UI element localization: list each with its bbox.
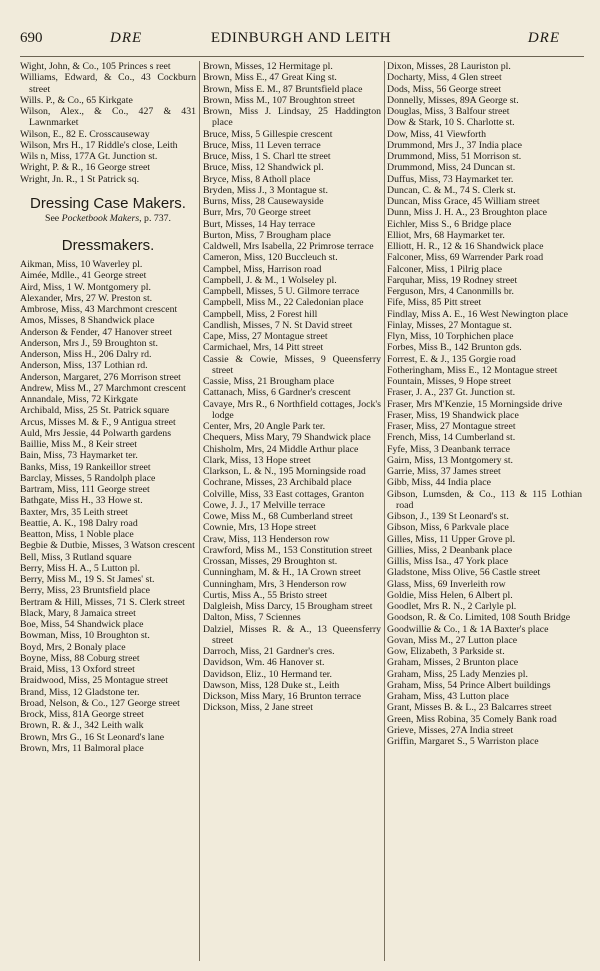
directory-entry: Forbes, Miss B., 142 Brunton gds.: [387, 342, 522, 354]
directory-entry: Beatton, Miss, 1 Noble place: [20, 529, 134, 540]
directory-entry: Falconer, Miss, 1 Pilrig place: [387, 263, 502, 275]
directory-entry: Bowman, Miss, 10 Broughton st.: [20, 630, 150, 642]
directory-entry: Aird, Miss, 1 W. Montgomery pl.: [20, 281, 151, 293]
directory-entry: Bain, Miss, 73 Haymarket ter.: [20, 450, 138, 462]
directory-entry: Fraser, Mrs M'Kenzie, 15 Morningside drive: [387, 398, 563, 410]
directory-entry: Anderson, Miss H., 206 Dalry rd.: [20, 349, 152, 360]
directory-entry: Cassie, Miss, 21 Brougham place: [203, 376, 335, 387]
directory-entry: Flyn, Miss, 10 Torphichen place: [387, 331, 514, 342]
directory-entry: Duncan, C. & M., 74 S. Clerk st.: [387, 184, 516, 196]
directory-entry: Wils n, Miss, 177A Gt. Junction st.: [20, 151, 158, 162]
directory-entry: Boyne, Miss, 88 Coburg street: [20, 652, 140, 664]
directory-entry: Brown, Miss J. Lindsay, 25 Haddington place: [203, 106, 381, 129]
directory-entry: Brand, Miss, 12 Gladstone ter.: [20, 686, 140, 698]
directory-entry: Burt, Misses, 14 Hay terrace: [203, 218, 316, 230]
directory-entry: Cassie & Cowie, Misses, 9 Queensferry street: [203, 353, 381, 376]
directory-entry: Burns, Miss, 28 Causewayside: [203, 196, 324, 207]
directory-entry: Cochrane, Misses, 23 Archibald place: [203, 477, 352, 489]
directory-entry: Bruce, Miss, 12 Shandwick pl.: [203, 162, 324, 174]
directory-entry: Cownie, Mrs, 13 Hope street: [203, 522, 317, 534]
directory-entry: Green, Miss Robina, 35 Comely Bank road: [387, 713, 557, 725]
directory-entry: Campbell, Miss M., 22 Caledonian place: [203, 297, 364, 309]
directory-entry: Braidwood, Miss, 25 Montague street: [20, 675, 169, 687]
directory-entry: Braid, Miss, 13 Oxford street: [20, 664, 135, 675]
directory-entry: Cattanach, Miss, 6 Gardner's crescent: [203, 387, 351, 399]
directory-entry: Berry, Miss H. A., 5 Lutton pl.: [20, 562, 140, 574]
directory-entry: Anderson & Fender, 47 Hanover street: [20, 326, 172, 338]
directory-entry: Baxter, Mrs, 35 Leith street: [20, 506, 128, 518]
directory-entry: Bathgate, Miss H., 33 Howe st.: [20, 495, 143, 507]
directory-entry: Black, Mary, 8 Jamaica street: [20, 607, 136, 619]
directory-entry: Aikman, Miss, 10 Waverley pl.: [20, 259, 143, 270]
directory-entry: Campbell, Misses, 5 U. Gilmore terrace: [203, 286, 360, 297]
directory-entry: Eichler, Miss S., 6 Bridge place: [387, 218, 512, 230]
directory-entry: Burr, Mrs, 70 George street: [203, 207, 311, 219]
column-divider: [384, 61, 385, 961]
directory-entry: Fraser, J. A., 237 Gt. Junction st.: [387, 387, 516, 399]
directory-entry: Berry, Miss, 23 Bruntsfield place: [20, 585, 150, 597]
directory-entry: Chequers, Miss Mary, 79 Shandwick place: [203, 432, 371, 444]
directory-entry: Gairn, Miss, 13 Montgomery st.: [387, 454, 513, 466]
directory-entry: Gillis, Miss Isa., 47 York place: [387, 556, 509, 567]
directory-entry: Dixon, Misses, 28 Lauriston pl.: [387, 61, 511, 72]
directory-entry: Gillies, Miss, 2 Deanbank place: [387, 544, 513, 556]
directory-entry: Archibald, Miss, 25 St. Patrick square: [20, 405, 170, 417]
directory-entry: Anderson, Mrs J., 59 Broughton st.: [20, 337, 158, 349]
column-1-dressmakers-list: [20, 259, 196, 754]
directory-entry: Amos, Misses, 8 Shandwick place: [20, 315, 155, 327]
directory-entry: Brock, Miss, 81A George street: [20, 709, 144, 720]
page-title: EDINBURGH AND LEITH: [210, 30, 392, 46]
directory-entry: Brown, Misses, 12 Hermitage pl.: [203, 61, 333, 72]
directory-entry: Forrest, E. & J., 135 Gorgie road: [387, 353, 516, 365]
directory-entry: Graham, Miss, 43 Lutton place: [387, 691, 509, 702]
directory-entry: Dalziel, Misses R. & A., 13 Queensferry street: [203, 623, 381, 646]
directory-entry: Wilson, Mrs H., 17 Riddle's close, Leith: [20, 139, 178, 151]
directory-entry: Elliot, Mrs, 68 Haymarket ter.: [387, 229, 505, 241]
directory-entry: Wills. P., & Co., 65 Kirkgate: [20, 94, 133, 106]
directory-entry: Boe, Miss, 54 Shandwick place: [20, 619, 144, 630]
left-guide-word: DRE: [110, 30, 143, 46]
directory-entry: Banks, Miss, 19 Rankeillor street: [20, 461, 151, 473]
page-header: [20, 30, 582, 52]
directory-entry: Finlay, Misses, 27 Montague st.: [387, 319, 512, 331]
directory-entry: Cowe, J. J., 17 Melville terrace: [203, 499, 326, 511]
directory-entry: Clarkson, L. & N., 195 Morningside road: [203, 466, 366, 477]
header-rule: [20, 56, 584, 57]
directory-entry: Gibson, Miss, 6 Parkvale place: [387, 522, 509, 534]
note-suffix: , p. 737.: [139, 212, 171, 224]
directory-entry: Davidson, Wm. 46 Hanover st.: [203, 657, 325, 669]
directory-entry: Dickson, Miss Mary, 16 Brunton terrace: [203, 691, 361, 702]
directory-entry: Ambrose, Miss, 43 Marchmont crescent: [20, 304, 178, 315]
directory-entry: Aimée, Mdlle., 41 George street: [20, 270, 147, 282]
directory-entry: Goldie, Miss Helen, 6 Albert pl.: [387, 589, 513, 601]
directory-entry: Gibson, Lumsden, & Co., 113 & 115 Lothian road: [387, 488, 582, 511]
directory-entry: Arcus, Misses M. & F., 9 Antigua street: [20, 416, 176, 428]
directory-entry: Farquhar, Miss, 19 Rodney street: [387, 274, 518, 286]
directory-entry: Goodwillie & Co., 1 & 1A Baxter's place: [387, 623, 549, 635]
dressing-case-note: [20, 213, 196, 224]
directory-entry: Cameron, Miss, 120 Buccleuch st.: [203, 252, 338, 264]
dressing-case-heading: Dressing Case Makers.: [30, 194, 186, 212]
directory-entry: Elliott, H. R., 12 & 16 Shandwick place: [387, 241, 544, 252]
directory-entry: Drummond, Miss, 24 Duncan st.: [387, 162, 516, 174]
directory-entry: Fyfe, Miss, 3 Deanbank terrace: [387, 443, 510, 455]
directory-entry: Drummond, Miss, 51 Morrison st.: [387, 151, 522, 162]
section-gap: [20, 185, 196, 194]
page-number: 690: [20, 30, 43, 46]
directory-entry: Colville, Miss, 33 East cottages, Granton: [203, 488, 365, 500]
directory-entry: Fotheringham, Miss E., 12 Montague street: [387, 364, 558, 376]
directory-entry: Annandale, Miss, 72 Kirkgate: [20, 394, 138, 405]
directory-entry: Brown, Miss E., 47 Great King st.: [203, 72, 337, 84]
directory-entry: Ferguson, Mrs, 4 Canonmills br.: [387, 286, 514, 297]
directory-entry: Wilson, Alex., & Co., 427 & 431 Lawnmarket: [20, 106, 196, 129]
directory-entry: Brown, R. & J., 342 Leith walk: [20, 720, 144, 732]
directory-entry: Cavaye, Mrs R., 6 Northfield cottages, Jock's lodge: [203, 398, 381, 421]
directory-entry: Chisholm, Mrs, 24 Middle Arthur place: [203, 443, 359, 455]
directory-entry: Goodlet, Mrs R. N., 2 Carlyle pl.: [387, 601, 517, 612]
directory-entry: Duffus, Miss, 73 Haymarket ter.: [387, 173, 514, 185]
directory-entry: Dalton, Miss, 7 Sciennes: [203, 612, 301, 624]
directory-entry: Anderson, Margaret, 276 Morrison street: [20, 371, 181, 383]
directory-entry: Wright, P. & R., 16 George street: [20, 162, 151, 174]
directory-entry: Brown, Mrs, 11 Balmoral place: [20, 742, 144, 754]
directory-entry: Candlish, Misses, 7 N. St David street: [203, 319, 353, 331]
directory-entry: Griffin, Margaret S., 5 Warriston place: [387, 736, 539, 747]
directory-entry: Findlay, Miss A. E., 16 West Newington place: [387, 308, 568, 320]
directory-entry: Graham, Miss, 54 Prince Albert buildings: [387, 679, 551, 691]
directory-entry: Brown, Mrs G., 16 St Leonard's lane: [20, 731, 165, 743]
directory-entry: Bartram, Miss, 111 George street: [20, 484, 150, 495]
directory-entry: Grant, Misses B. & L., 23 Balcarres street: [387, 702, 552, 714]
directory-entry: Fife, Miss, 85 Pitt street: [387, 297, 482, 309]
directory-entry: Boyd, Mrs, 2 Bonaly place: [20, 641, 126, 653]
note-prefix: See: [45, 212, 62, 224]
directory-entry: Graham, Misses, 2 Brunton place: [387, 657, 519, 669]
directory-entry: Cape, Miss, 27 Montague street: [203, 331, 328, 342]
directory-entry: Bruce, Miss, 11 Leven terrace: [203, 139, 321, 151]
directory-entry: Anderson, Miss, 137 Lothian rd.: [20, 360, 148, 372]
directory-entry: Barclay, Misses, 5 Randolph place: [20, 472, 156, 484]
directory-entry: Drummond, Mrs J., 37 India place: [387, 139, 522, 151]
directory-entry: Govan, Miss M., 27 Lutton place: [387, 634, 518, 646]
directory-entry: Dow & Stark, 10 S. Charlotte st.: [387, 117, 515, 129]
directory-entry: Crawford, Miss M., 153 Constitution street: [203, 544, 373, 556]
directory-entry: Wright, Jn. R., 1 St Patrick sq.: [20, 173, 140, 185]
directory-entry: Campbell, J. & M., 1 Wolseley pl.: [203, 274, 337, 286]
directory-entry: Bruce, Miss, 1 S. Charl tte street: [203, 151, 331, 162]
directory-entry: Berry, Miss M., 19 S. St James' st.: [20, 574, 155, 585]
directory-entry: Bryden, Miss J., 3 Montague st.: [203, 184, 328, 196]
directory-entry: Wilson, E., 82 E. Crosscauseway: [20, 128, 150, 140]
directory-entry: Bertram & Hill, Misses, 71 S. Clerk street: [20, 596, 185, 608]
directory-entry: Darroch, Miss, 21 Gardner's cres.: [203, 646, 335, 657]
directory-entry: Williams, Edward, & Co., 43 Cockburn street: [20, 72, 196, 95]
directory-entry: Duncan, Miss Grace, 45 William street: [387, 196, 540, 207]
directory-entry: Crossan, Misses, 29 Broughton st.: [203, 556, 338, 567]
directory-entry: Campbel, Miss, Harrison road: [203, 263, 322, 275]
directory-entry: Dods, Miss, 56 George street: [387, 83, 502, 95]
directory-entry: Cowe, Miss M., 68 Cumberland street: [203, 511, 353, 522]
column-1-top-list: [20, 61, 196, 185]
directory-entry: Fountain, Misses, 9 Hope street: [387, 376, 512, 387]
directory-entry: Begbie & Dutbie, Misses, 3 Watson crescent: [20, 540, 195, 552]
directory-entry: Gilles, Miss, 11 Upper Grove pl.: [387, 533, 516, 545]
section-gap: [20, 227, 196, 236]
directory-entry: Glass, Miss, 69 Inverleith row: [387, 578, 506, 590]
directory-entry: Cunningham, Mrs, 3 Henderson row: [203, 578, 347, 590]
directory-entry: Grieve, Misses, 27A India street: [387, 724, 514, 736]
directory-entry: Center, Mrs, 20 Angle Park ter.: [203, 421, 326, 432]
directory-entry: Fraser, Miss, 19 Shandwick place: [387, 409, 519, 421]
directory-entry: Carmichael, Mrs, 14 Pitt street: [203, 342, 324, 354]
directory-entry: Bell, Miss, 3 Rutland square: [20, 551, 132, 563]
directory-entry: Brown, Miss E. M., 87 Bruntsfield place: [203, 83, 363, 95]
directory-entry: Beattie, A. K., 198 Dalry road: [20, 517, 138, 529]
directory-entry: Clark, Miss, 13 Hope street: [203, 454, 311, 466]
directory-entry: Cunningham, M. & H., 1A Crown street: [203, 567, 361, 579]
directory-entry: Donnelly, Misses, 89A George st.: [387, 94, 519, 106]
directory-entry: Bruce, Miss, 5 Gillespie crescent: [203, 128, 333, 140]
directory-entry: Campbell, Miss, 2 Forest hill: [203, 308, 318, 320]
directory-entry: Dickson, Miss, 2 Jane street: [203, 702, 313, 714]
directory-entry: Douglas, Miss, 3 Balfour street: [387, 106, 510, 117]
directory-entry: Falconer, Miss, 69 Warrender Park road: [387, 252, 544, 264]
directory-entry: Alexander, Mrs, 27 W. Preston st.: [20, 292, 153, 304]
right-guide-word: DRE: [527, 30, 560, 46]
directory-entry: Davidson, Eliz., 10 Hermand ter.: [203, 668, 332, 680]
directory-entry: Andrew, Miss M., 27 Marchmont crescent: [20, 382, 186, 394]
directory-entry: Dow, Miss, 41 Viewforth: [387, 128, 487, 140]
directory-entry: Curtis, Miss A., 55 Bristo street: [203, 589, 328, 601]
column-divider: [199, 61, 200, 961]
directory-entry: Gibb, Miss, 44 India place: [387, 477, 491, 489]
column-2: [203, 61, 381, 961]
directory-entry: Dawson, Miss, 128 Duke st., Leith: [203, 679, 340, 691]
directory-entry: Dalgleish, Miss Darcy, 15 Brougham street: [203, 601, 373, 612]
directory-entry: Bryce, Miss, 8 Atholl place: [203, 173, 311, 185]
directory-entry: Dunn, Miss J. H. A., 23 Broughton place: [387, 207, 548, 219]
directory-entry: Brown, Miss M., 107 Broughton street: [203, 94, 355, 106]
directory-entry: Fraser, Miss, 27 Montague street: [387, 421, 516, 432]
directory-entry: Garrie, Miss, 37 James street: [387, 466, 501, 477]
directory-entry: Broad, Nelson, & Co., 127 George street: [20, 697, 180, 709]
column-3: [387, 61, 582, 961]
directory-entry: Gladstone, Miss Olive, 56 Castle street: [387, 567, 541, 579]
directory-entry: Auld, Mrs Jessie, 44 Polwarth gardens: [20, 427, 172, 439]
directory-entry: Craw, Miss, 113 Henderson row: [203, 533, 330, 545]
column-1: [20, 61, 196, 961]
directory-entry: Wight, John, & Co., 105 Princes s reet: [20, 61, 171, 72]
directory-entry: Goodson, R. & Co. Limited, 108 South Bridge: [387, 612, 571, 624]
dressmakers-heading: Dressmakers.: [61, 237, 155, 254]
directory-entry: Gow, Elizabeth, 3 Parkside st.: [387, 646, 505, 657]
directory-entry: Burton, Miss, 7 Brougham place: [203, 229, 331, 241]
note-ref: Pocketbook Makers: [61, 212, 140, 224]
directory-entry: Docharty, Miss, 4 Glen street: [387, 72, 502, 84]
directory-entry: Graham, Miss, 25 Lady Menzies pl.: [387, 668, 528, 680]
directory-entry: Caldwell, Mrs Isabella, 22 Primrose terrace: [203, 241, 374, 252]
directory-entry: Baillie, Miss M., 8 Keir street: [20, 439, 138, 450]
directory-entry: French, Miss, 14 Cumberland st.: [387, 432, 516, 444]
directory-entry: Gibson, J., 139 St Leonard's st.: [387, 511, 509, 522]
